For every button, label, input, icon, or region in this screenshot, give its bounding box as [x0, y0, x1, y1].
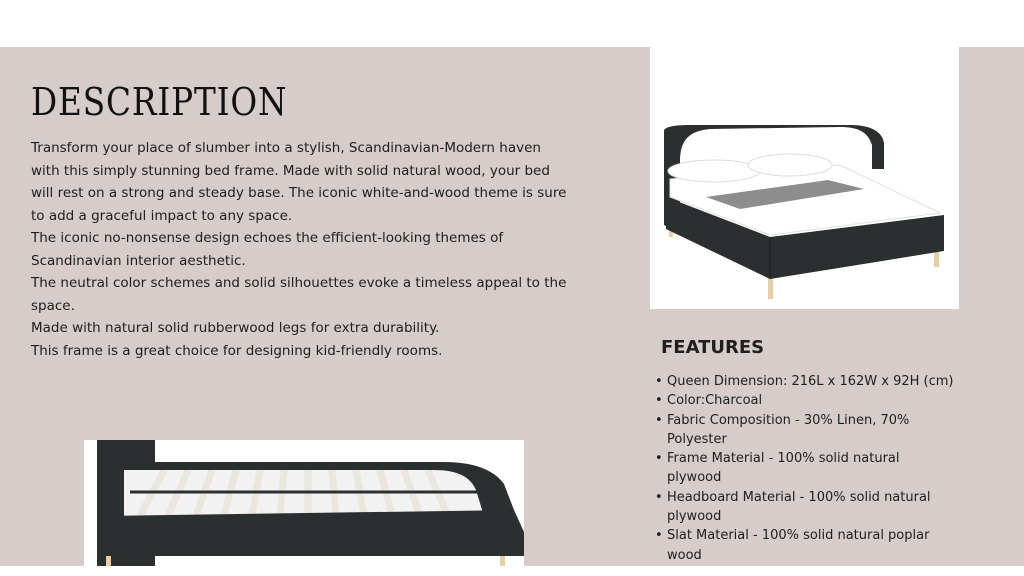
- description-paragraph: This frame is a great choice for designing kid-friendly rooms.: [31, 342, 443, 359]
- feature-item: • Fabric Composition - 30% Linen, 70% Polyester: [655, 411, 955, 450]
- features-list: [655, 372, 955, 565]
- description-paragraph: Made with natural solid rubberwood legs for extra durability.: [31, 320, 440, 336]
- feature-item: • Queen Dimension: 216L x 162W x 92H (cm): [655, 372, 955, 391]
- description-paragraph: The neutral color schemes and solid silhouettes evoke a timeless appeal to the space.: [31, 275, 567, 314]
- bed-slats-photo: [84, 440, 524, 566]
- feature-item: • Headboard Material - 100% solid natural plywood: [655, 488, 955, 527]
- right-edge-panel: [959, 47, 1024, 566]
- description-body: [31, 137, 571, 362]
- description-title: DESCRIPTION: [31, 80, 288, 124]
- description-paragraph: The iconic no-nonsense design echoes the efficient-looking themes of Scandinavian interior aesthetic.: [31, 230, 504, 269]
- bed-photo-full: [650, 47, 959, 309]
- feature-item: • Slat Material - 100% solid natural poplar wood: [655, 526, 955, 565]
- features-title: FEATURES: [661, 337, 765, 358]
- feature-item: • Frame Material - 100% solid natural plywood: [655, 449, 955, 488]
- description-paragraph: Transform your place of slumber into a stylish, Scandinavian-Modern haven with this simply stunning bed frame. Made with solid natural wood, your bed will rest on a strong and steady base. The iconic white-and-wood theme is sure to add a graceful impact to any space.: [31, 140, 567, 224]
- feature-item: • Color:Charcoal: [655, 391, 955, 410]
